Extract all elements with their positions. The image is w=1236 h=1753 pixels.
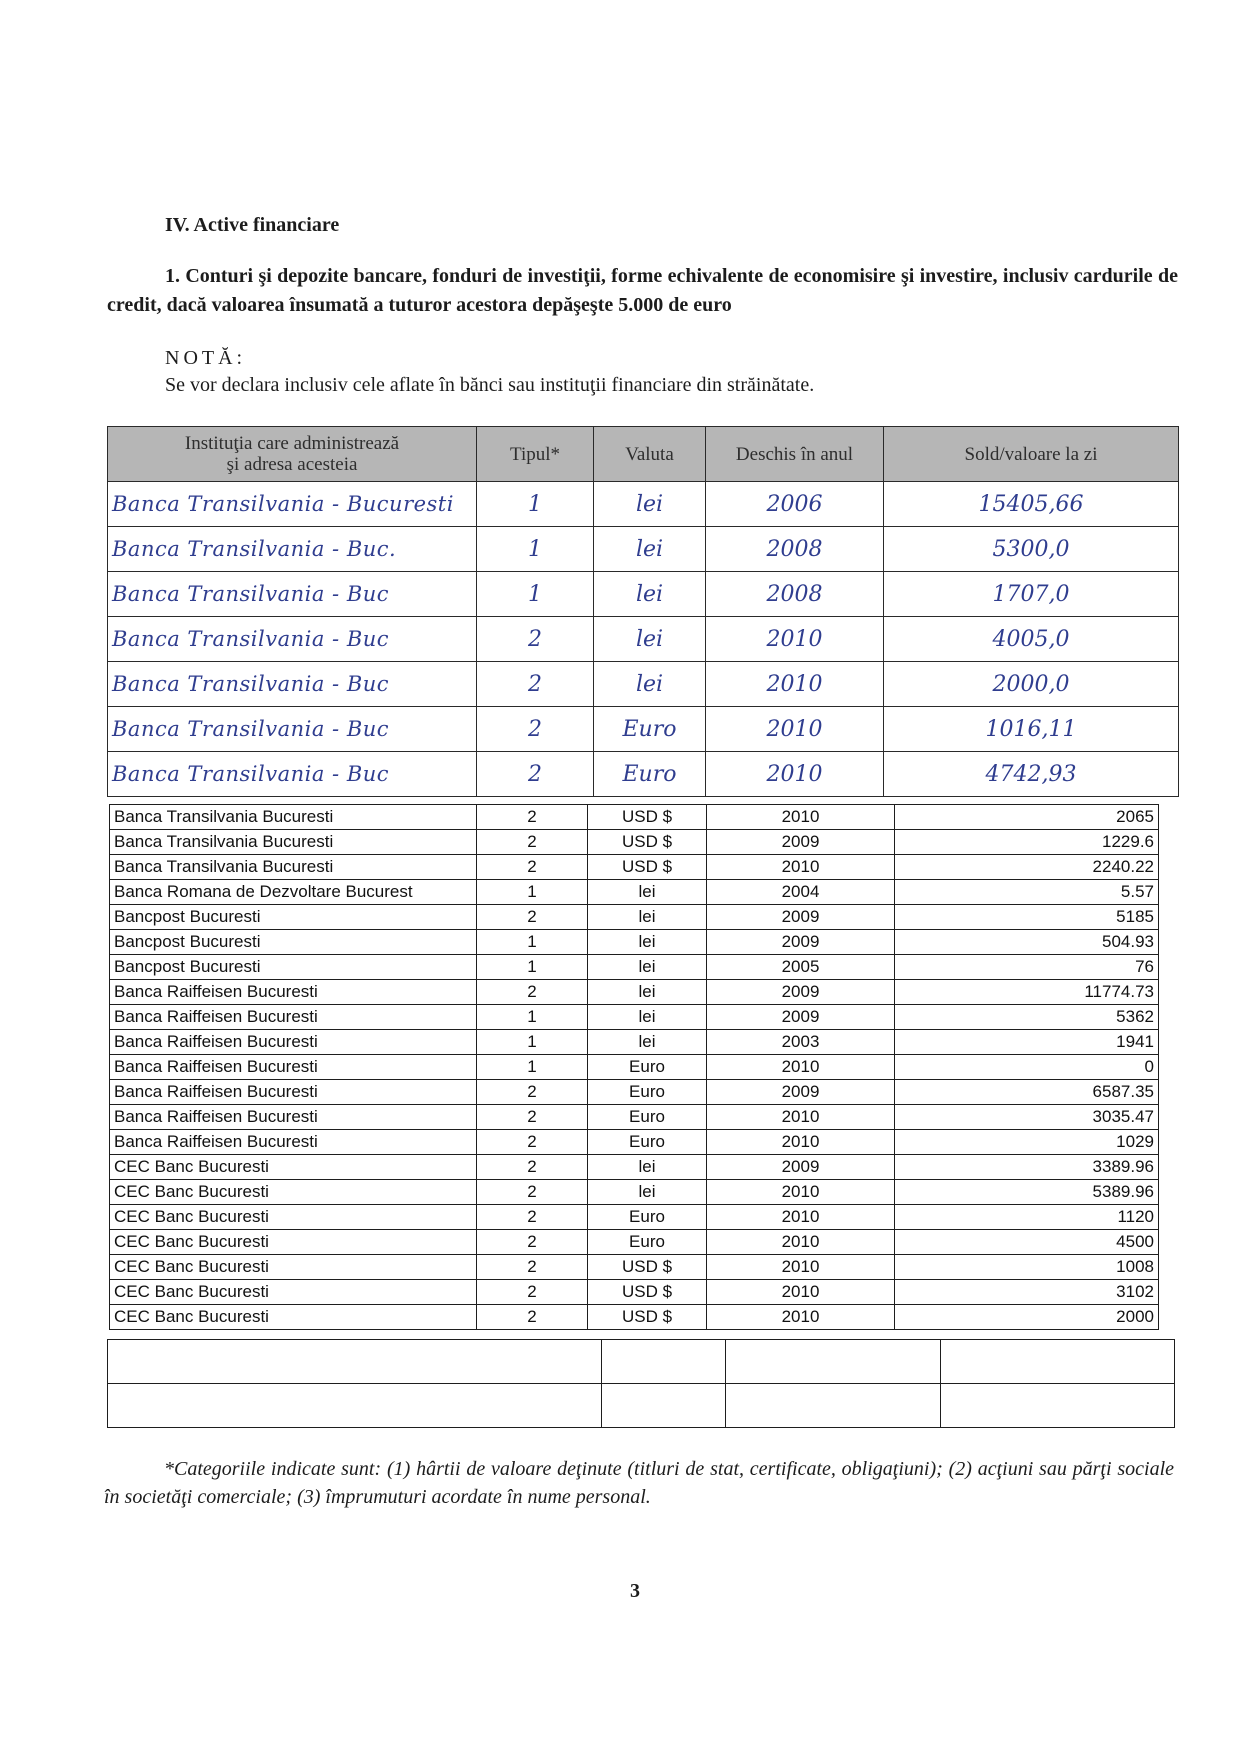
- account-row: [110, 930, 1159, 955]
- institution-cell: Banca Raiffeisen Bucuresti: [110, 1105, 477, 1130]
- institution-cell: Banca Romana de Dezvoltare Bucurest: [110, 880, 477, 905]
- type-cell: 2: [477, 617, 594, 662]
- type-cell: 2: [477, 1080, 588, 1105]
- balance-cell: 2000,0: [884, 662, 1179, 707]
- opened-cell: 2010: [707, 1105, 895, 1130]
- currency-cell: Euro: [594, 752, 706, 797]
- currency-cell: Euro: [588, 1130, 707, 1155]
- handwritten-row: [108, 572, 1179, 617]
- institution-cell: Banca Transilvania - Buc: [108, 662, 477, 707]
- currency-cell: Euro: [588, 1105, 707, 1130]
- header-opened: Deschis în anul: [706, 427, 884, 482]
- balance-cell: 5389.96: [895, 1180, 1159, 1205]
- empty-row: [108, 1340, 1175, 1384]
- handwritten-row: [108, 527, 1179, 572]
- subsection-heading: 1. Conturi şi depozite bancare, fonduri de investiţii, forme echivalente de economisire şi investire, inclusiv cardurile de credit, dacă valoarea însumată a tuturor acestora depăşeşte 5.000 de euro: [107, 265, 1178, 316]
- currency-cell: USD $: [588, 1305, 707, 1330]
- empty-cell: [602, 1340, 726, 1384]
- header-institution-line2: şi adresa acesteia: [226, 454, 358, 475]
- currency-cell: USD $: [588, 855, 707, 880]
- opened-cell: 2004: [707, 880, 895, 905]
- type-cell: 2: [477, 1180, 588, 1205]
- opened-cell: 2010: [707, 855, 895, 880]
- balance-cell: 5185: [895, 905, 1159, 930]
- account-row: [110, 955, 1159, 980]
- balance-cell: 1941: [895, 1030, 1159, 1055]
- type-cell: 1: [477, 482, 594, 527]
- opened-cell: 2005: [707, 955, 895, 980]
- institution-cell: Banca Transilvania Bucuresti: [110, 805, 477, 830]
- typed-accounts-table: [109, 804, 1159, 1330]
- type-cell: 2: [477, 905, 588, 930]
- currency-cell: lei: [594, 662, 706, 707]
- empty-rows-table: [107, 1339, 1175, 1428]
- type-cell: 2: [477, 1280, 588, 1305]
- account-row: [110, 1005, 1159, 1030]
- opened-cell: 2010: [707, 1130, 895, 1155]
- currency-cell: Euro: [588, 1080, 707, 1105]
- balance-cell: 1707,0: [884, 572, 1179, 617]
- opened-cell: 2009: [707, 930, 895, 955]
- opened-cell: 2003: [707, 1030, 895, 1055]
- note-text: Se vor declara inclusiv cele aflate în bănci sau instituţii financiare din străinătate.: [165, 374, 815, 396]
- account-row: [110, 1305, 1159, 1330]
- institution-cell: Banca Transilvania - Buc: [108, 752, 477, 797]
- handwritten-row: [108, 752, 1179, 797]
- currency-cell: lei: [588, 1180, 707, 1205]
- opened-cell: 2010: [706, 617, 884, 662]
- account-row: [110, 1130, 1159, 1155]
- page-number: 3: [630, 1580, 640, 1602]
- institution-cell: Bancpost Bucuresti: [110, 905, 477, 930]
- balance-cell: 11774.73: [895, 980, 1159, 1005]
- opened-cell: 2010: [707, 1180, 895, 1205]
- currency-cell: lei: [588, 1030, 707, 1055]
- type-cell: 2: [477, 980, 588, 1005]
- balance-cell: 2240.22: [895, 855, 1159, 880]
- opened-cell: 2008: [706, 527, 884, 572]
- account-row: [110, 880, 1159, 905]
- institution-cell: Banca Raiffeisen Bucuresti: [110, 1130, 477, 1155]
- balance-cell: 76: [895, 955, 1159, 980]
- balance-cell: 5300,0: [884, 527, 1179, 572]
- typed-rows: [110, 805, 1159, 1330]
- institution-cell: Banca Transilvania Bucuresti: [110, 855, 477, 880]
- balance-cell: 15405,66: [884, 482, 1179, 527]
- currency-cell: lei: [594, 527, 706, 572]
- institution-cell: Banca Raiffeisen Bucuresti: [110, 1055, 477, 1080]
- account-row: [110, 805, 1159, 830]
- handwritten-row: [108, 482, 1179, 527]
- account-row: [110, 1105, 1159, 1130]
- opened-cell: 2010: [707, 1230, 895, 1255]
- header-institution: [108, 427, 477, 482]
- institution-cell: Banca Raiffeisen Bucuresti: [110, 980, 477, 1005]
- opened-cell: 2010: [707, 805, 895, 830]
- handwritten-accounts-table: [107, 426, 1179, 797]
- header-institution-line1: Instituţia care administrează: [184, 433, 400, 454]
- institution-cell: Banca Transilvania - Bucuresti: [108, 482, 477, 527]
- institution-cell: CEC Banc Bucuresti: [110, 1280, 477, 1305]
- balance-cell: 1229.6: [895, 830, 1159, 855]
- institution-cell: Banca Transilvania Bucuresti: [110, 830, 477, 855]
- balance-cell: 504.93: [895, 930, 1159, 955]
- institution-cell: Bancpost Bucuresti: [110, 930, 477, 955]
- handwritten-row: [108, 617, 1179, 662]
- opened-cell: 2009: [707, 830, 895, 855]
- balance-cell: 3389.96: [895, 1155, 1159, 1180]
- empty-cell: [602, 1384, 726, 1428]
- balance-cell: 1016,11: [884, 707, 1179, 752]
- empty-cell: [941, 1340, 1175, 1384]
- currency-cell: lei: [588, 980, 707, 1005]
- opened-cell: 2010: [706, 662, 884, 707]
- type-cell: 2: [477, 1130, 588, 1155]
- type-cell: 1: [477, 527, 594, 572]
- header-currency: Valuta: [594, 427, 706, 482]
- account-row: [110, 855, 1159, 880]
- empty-row: [108, 1384, 1175, 1428]
- institution-cell: Banca Raiffeisen Bucuresti: [110, 1080, 477, 1105]
- currency-cell: Euro: [588, 1230, 707, 1255]
- institution-cell: Banca Transilvania - Buc: [108, 617, 477, 662]
- account-row: [110, 1230, 1159, 1255]
- opened-cell: 2010: [706, 752, 884, 797]
- currency-cell: lei: [588, 930, 707, 955]
- balance-cell: 2000: [895, 1305, 1159, 1330]
- account-row: [110, 830, 1159, 855]
- account-row: [110, 980, 1159, 1005]
- account-row: [110, 1030, 1159, 1055]
- type-cell: 2: [477, 752, 594, 797]
- institution-cell: Banca Raiffeisen Bucuresti: [110, 1005, 477, 1030]
- opened-cell: 2009: [707, 980, 895, 1005]
- institution-cell: Banca Transilvania - Buc.: [108, 527, 477, 572]
- institution-cell: CEC Banc Bucuresti: [110, 1305, 477, 1330]
- institution-cell: Banca Raiffeisen Bucuresti: [110, 1030, 477, 1055]
- institution-cell: Bancpost Bucuresti: [110, 955, 477, 980]
- currency-cell: lei: [588, 880, 707, 905]
- section-title: IV. Active financiare: [165, 214, 340, 236]
- currency-cell: Euro: [594, 707, 706, 752]
- currency-cell: lei: [594, 482, 706, 527]
- account-row: [110, 1080, 1159, 1105]
- type-cell: 1: [477, 955, 588, 980]
- handwritten-row: [108, 662, 1179, 707]
- type-cell: 1: [477, 880, 588, 905]
- opened-cell: 2010: [707, 1055, 895, 1080]
- institution-cell: Banca Transilvania - Buc: [108, 707, 477, 752]
- currency-cell: Euro: [588, 1205, 707, 1230]
- institution-cell: Banca Transilvania - Buc: [108, 572, 477, 617]
- account-row: [110, 1055, 1159, 1080]
- balance-cell: 1029: [895, 1130, 1159, 1155]
- type-cell: 1: [477, 1055, 588, 1080]
- institution-cell: CEC Banc Bucuresti: [110, 1180, 477, 1205]
- currency-cell: Euro: [588, 1055, 707, 1080]
- balance-cell: 6587.35: [895, 1080, 1159, 1105]
- balance-cell: 1120: [895, 1205, 1159, 1230]
- balance-cell: 0: [895, 1055, 1159, 1080]
- opened-cell: 2009: [707, 1080, 895, 1105]
- type-cell: 2: [477, 1155, 588, 1180]
- opened-cell: 2009: [707, 905, 895, 930]
- empty-cell: [108, 1384, 602, 1428]
- type-cell: 2: [477, 707, 594, 752]
- account-row: [110, 905, 1159, 930]
- type-cell: 2: [477, 830, 588, 855]
- currency-cell: lei: [594, 617, 706, 662]
- account-row: [110, 1255, 1159, 1280]
- institution-cell: CEC Banc Bucuresti: [110, 1255, 477, 1280]
- balance-cell: 4742,93: [884, 752, 1179, 797]
- header-type: Tipul*: [477, 427, 594, 482]
- account-row: [110, 1205, 1159, 1230]
- opened-cell: 2009: [707, 1005, 895, 1030]
- type-cell: 1: [477, 930, 588, 955]
- currency-cell: lei: [588, 905, 707, 930]
- opened-cell: 2010: [707, 1205, 895, 1230]
- institution-cell: CEC Banc Bucuresti: [110, 1230, 477, 1255]
- type-cell: 2: [477, 855, 588, 880]
- balance-cell: 4005,0: [884, 617, 1179, 662]
- balance-cell: 5.57: [895, 880, 1159, 905]
- empty-cell: [108, 1340, 602, 1384]
- type-cell: 1: [477, 572, 594, 617]
- account-row: [110, 1280, 1159, 1305]
- empty-cell: [726, 1340, 941, 1384]
- type-cell: 2: [477, 1255, 588, 1280]
- type-cell: 2: [477, 1230, 588, 1255]
- empty-cell: [941, 1384, 1175, 1428]
- currency-cell: USD $: [588, 1255, 707, 1280]
- handwritten-rows: [108, 482, 1179, 797]
- currency-cell: lei: [588, 1005, 707, 1030]
- opened-cell: 2010: [707, 1280, 895, 1305]
- type-cell: 1: [477, 1005, 588, 1030]
- institution-cell: CEC Banc Bucuresti: [110, 1205, 477, 1230]
- empty-cell: [726, 1384, 941, 1428]
- balance-cell: 5362: [895, 1005, 1159, 1030]
- opened-cell: 2010: [707, 1255, 895, 1280]
- type-cell: 2: [477, 805, 588, 830]
- balance-cell: 2065: [895, 805, 1159, 830]
- type-cell: 2: [477, 1205, 588, 1230]
- balance-cell: 3035.47: [895, 1105, 1159, 1130]
- opened-cell: 2008: [706, 572, 884, 617]
- type-cell: 2: [477, 1305, 588, 1330]
- type-cell: 2: [477, 1105, 588, 1130]
- balance-cell: 4500: [895, 1230, 1159, 1255]
- currency-cell: USD $: [588, 805, 707, 830]
- balance-cell: 1008: [895, 1255, 1159, 1280]
- currency-cell: lei: [594, 572, 706, 617]
- opened-cell: 2009: [707, 1155, 895, 1180]
- header-balance: Sold/valoare la zi: [884, 427, 1179, 482]
- opened-cell: 2006: [706, 482, 884, 527]
- account-row: [110, 1155, 1159, 1180]
- footnote: *Categoriile indicate sunt: (1) hârtii de valoare deţinute (titluri de stat, certificate, obligaţiuni); (2) acţiuni sau părţi sociale în societăţi comerciale; (3) împrumuturi acordate în nume personal.: [104, 1458, 1174, 1508]
- institution-cell: CEC Banc Bucuresti: [110, 1155, 477, 1180]
- balance-cell: 3102: [895, 1280, 1159, 1305]
- currency-cell: lei: [588, 955, 707, 980]
- note-label: NOTĂ:: [165, 347, 247, 369]
- type-cell: 2: [477, 662, 594, 707]
- currency-cell: USD $: [588, 830, 707, 855]
- account-row: [110, 1180, 1159, 1205]
- table-header-row: [108, 427, 1179, 482]
- currency-cell: lei: [588, 1155, 707, 1180]
- opened-cell: 2010: [706, 707, 884, 752]
- opened-cell: 2010: [707, 1305, 895, 1330]
- handwritten-row: [108, 707, 1179, 752]
- type-cell: 1: [477, 1030, 588, 1055]
- currency-cell: USD $: [588, 1280, 707, 1305]
